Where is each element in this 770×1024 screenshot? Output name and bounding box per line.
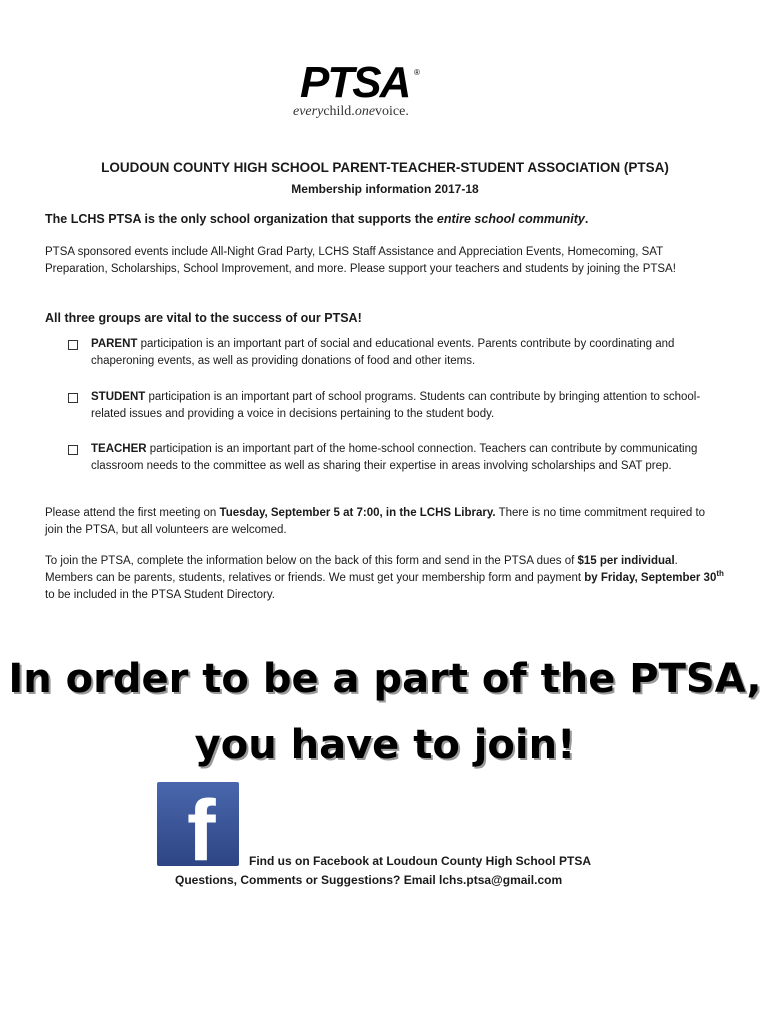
- group-description: participation is an important part of school programs. Students can contribute by bringing attention to school-related issues and providing a voice in decisions pertaining to the student body.: [91, 391, 701, 420]
- group-role: STUDENT: [91, 391, 146, 403]
- facebook-icon[interactable]: [157, 782, 239, 866]
- group-item-student: [68, 389, 723, 423]
- checkbox-icon: [68, 445, 78, 455]
- dues-paragraph: To join the PTSA, complete the information below on the back of this form and send in the PTSA dues of $15 per individual. Members can be parents, students, relatives or friends. We must get your membership form and payment by Friday, September 30th to be included in the PTSA Student Directory.: [45, 555, 724, 601]
- document-subtitle: Membership information 2017-18: [291, 182, 479, 196]
- meeting-paragraph: Please attend the first meeting on Tuesday, September 5 at 7:00, in the LCHS Library. There is no time commitment required to join the PTSA, but all volunteers are welcomed.: [45, 507, 706, 536]
- ptsa-logo: [290, 60, 440, 130]
- events-paragraph: PTSA sponsored events include All-Night Grad Party, LCHS Staff Assistance and Appreciation Events, Homecoming, SAT Preparation, Scholarships, School Improvement, and more. Please support your teachers and students by joining the PTSA!: [45, 246, 676, 275]
- intro-statement: The LCHS PTSA is the only school organization that supports the entire school community.: [45, 212, 589, 226]
- group-description: participation is an important part of the home-school connection. Teachers can contribute by communicating classroom needs to the committee as well as sharing their expertise in areas involving scholarships and SAT prep.: [91, 443, 698, 472]
- contact-line: Questions, Comments or Suggestions? Email lchs.ptsa@gmail.com: [175, 873, 563, 887]
- group-role: PARENT: [91, 338, 138, 350]
- group-item-teacher: [68, 441, 723, 475]
- checkbox-icon: [68, 340, 78, 350]
- banner-line-2: you have to join!: [194, 722, 576, 768]
- group-role: TEACHER: [91, 443, 147, 455]
- logo-wordmark: PTSA: [300, 58, 410, 107]
- banner-line-1: In order to be a part of the PTSA,: [8, 656, 762, 702]
- group-description: participation is an important part of social and educational events. Parents contribute by coordinating and chaperoning events, as well as providing donations of food and other items.: [91, 338, 675, 367]
- document-title: LOUDOUN COUNTY HIGH SCHOOL PARENT-TEACHER-STUDENT ASSOCIATION (PTSA): [101, 160, 669, 175]
- logo-tagline: everychild.onevoice.: [293, 104, 409, 119]
- registered-mark: ®: [414, 68, 420, 77]
- group-item-parent: [68, 336, 723, 370]
- checkbox-icon: [68, 393, 78, 403]
- facebook-f-glyph: f: [187, 783, 216, 866]
- groups-heading: All three groups are vital to the success of our PTSA!: [45, 311, 362, 325]
- facebook-line: Find us on Facebook at Loudoun County High School PTSA: [249, 854, 591, 868]
